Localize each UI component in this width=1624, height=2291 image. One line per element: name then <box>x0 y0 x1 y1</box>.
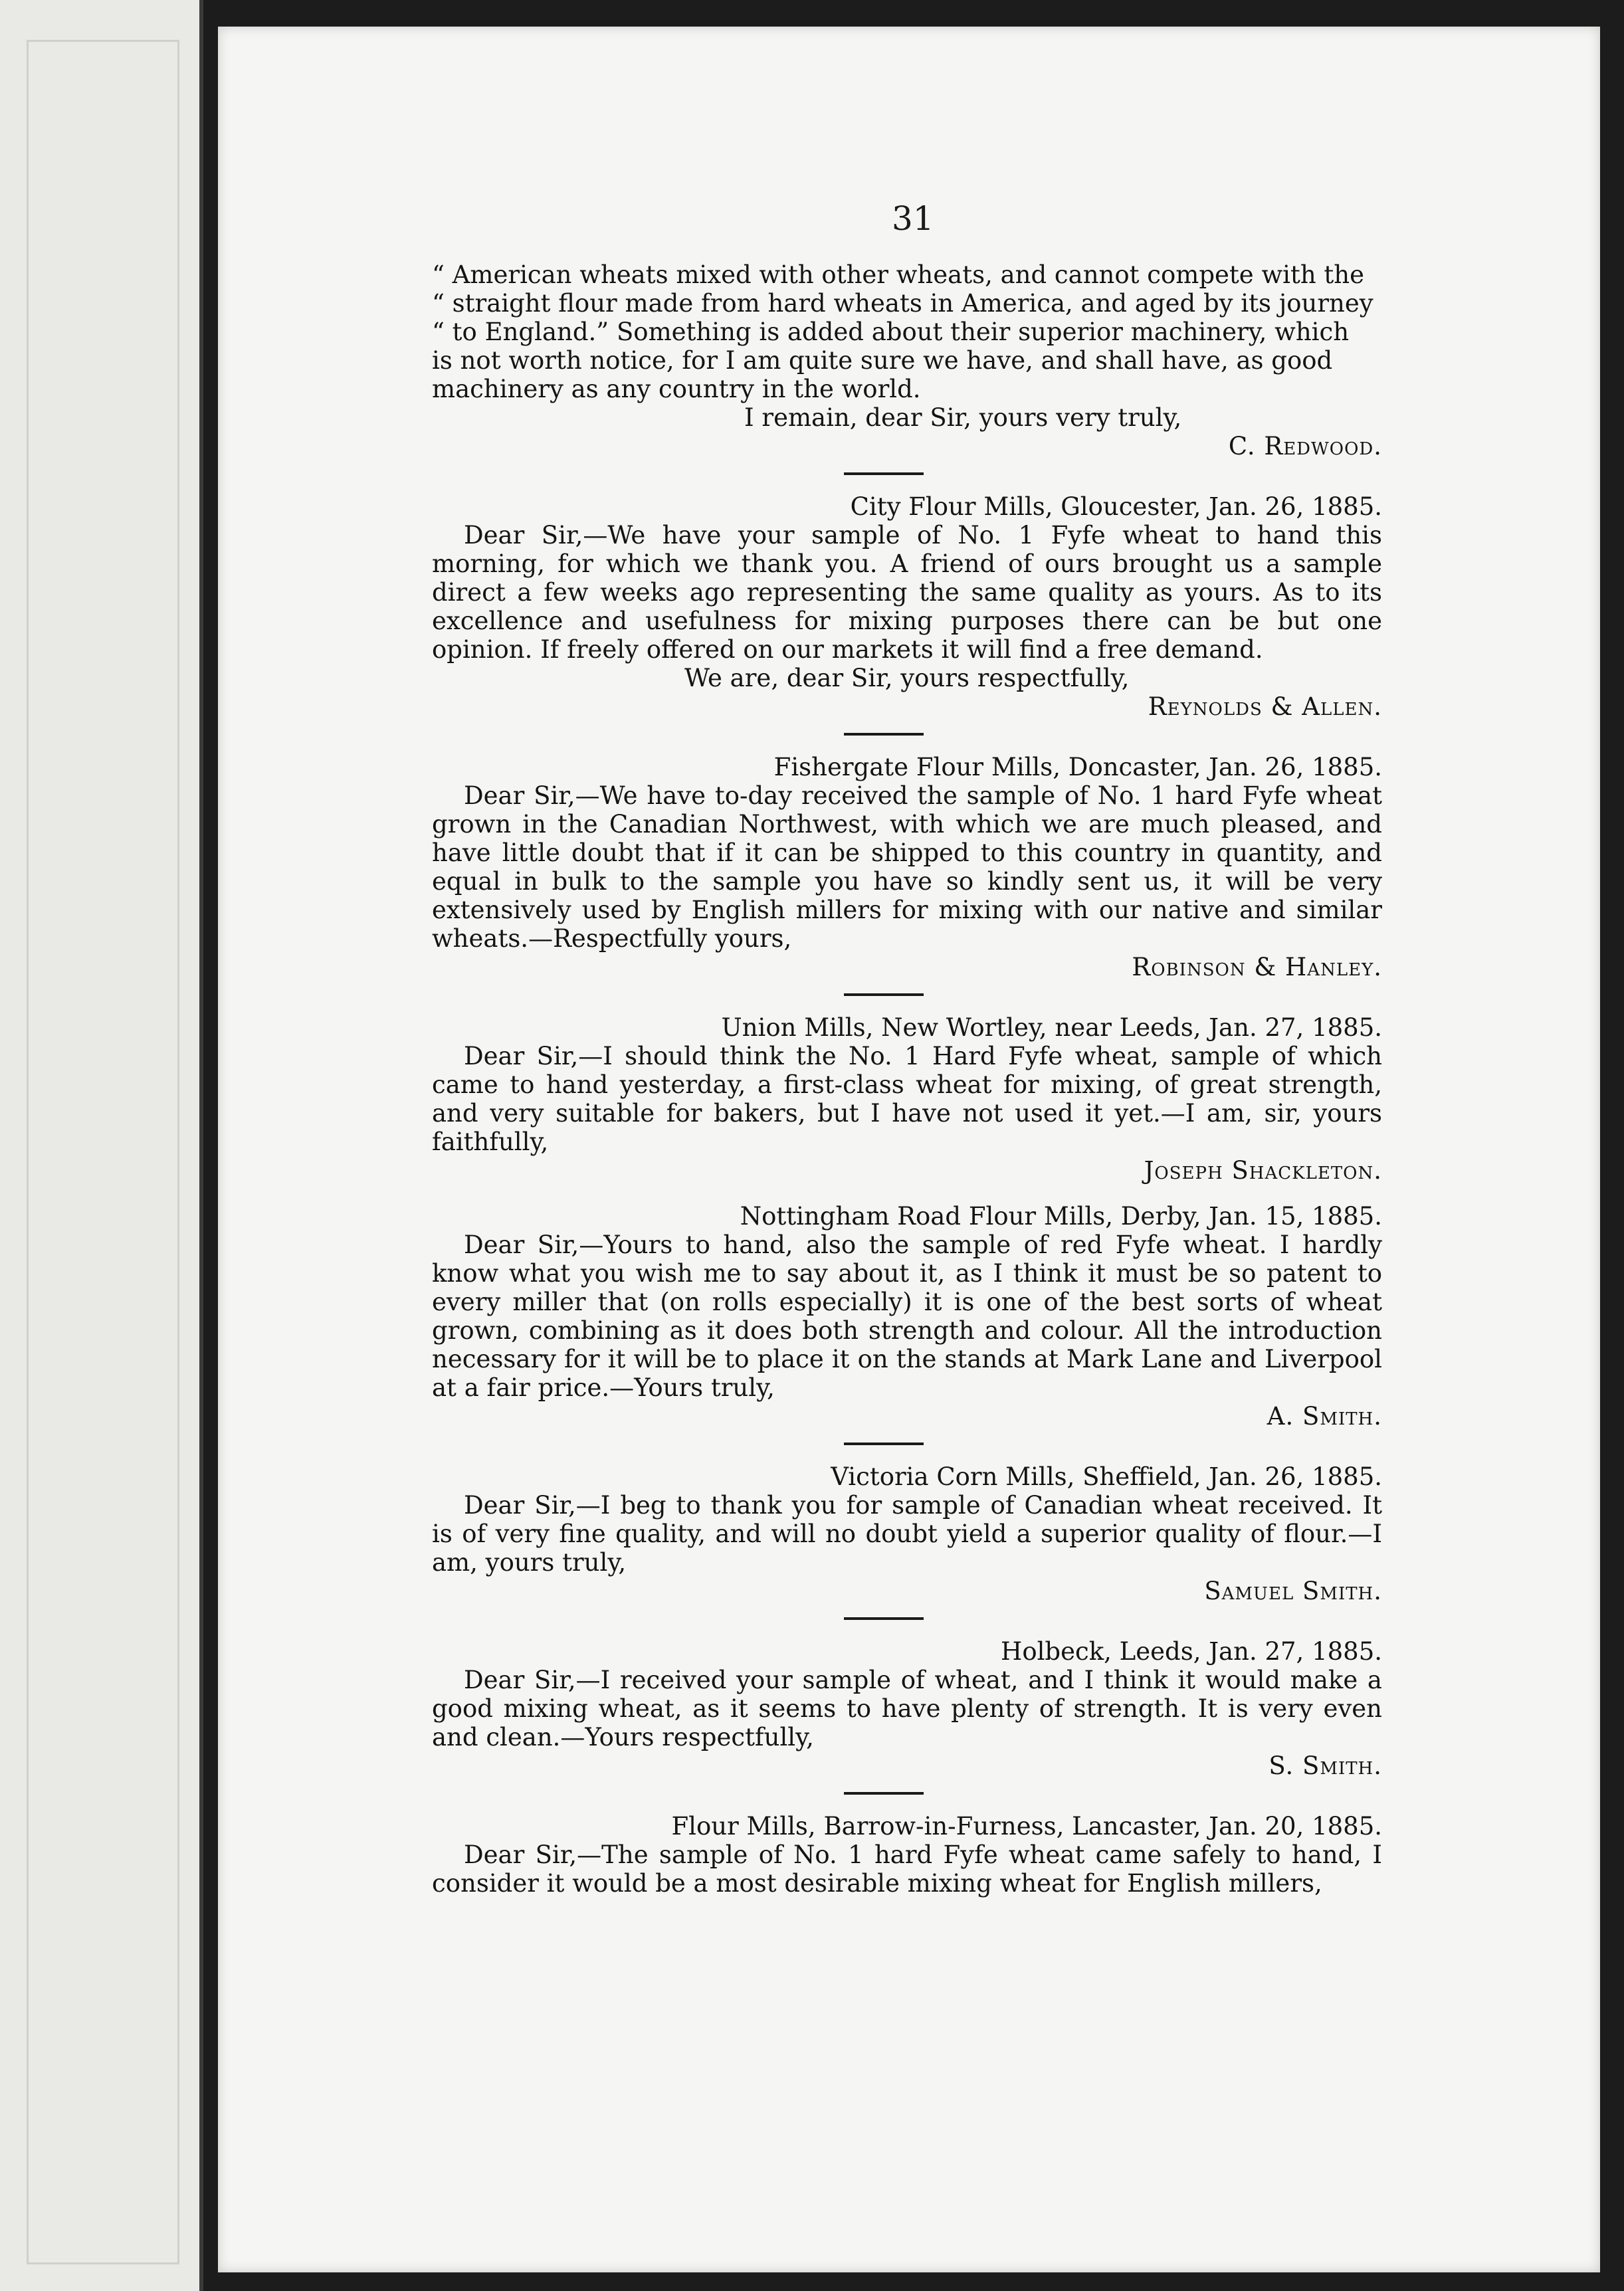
letter-heading: Holbeck, Leeds, Jan. 27, 1885. <box>1001 1637 1382 1666</box>
letter-signature: S. Smith. <box>1269 1751 1382 1780</box>
separator-rule <box>844 1617 924 1620</box>
letter-line: machinery as any country in the world. <box>432 375 921 403</box>
letter-signature: Joseph Shackleton. <box>1144 1156 1382 1185</box>
separator-rule <box>844 1443 924 1445</box>
letter-line: “ American wheats mixed with other wheats, and cannot compete with the <box>432 260 1365 289</box>
letter-body: Dear Sir,—I received your sample of wheat, and I think it would make a good mixing wheat, as it seems to have plenty of strength. It is very even and clean.—Yours respectfully, <box>432 1666 1382 1751</box>
letter-line: “ straight flour made from hard wheats in America, and aged by its journey <box>432 289 1373 318</box>
letter-line: is not worth notice, for I am quite sure we have, and shall have, as good <box>432 346 1333 375</box>
letter-derby <box>432 1202 1382 1431</box>
letter-doncaster <box>432 753 1382 981</box>
letter-closing: We are, dear Sir, yours respectfully, <box>684 664 1130 692</box>
letter-body: Dear Sir,—The sample of No. 1 hard Fyfe wheat came safely to hand, I consider it would be a most desirable mixing wheat for English millers, <box>432 1841 1382 1898</box>
letter-heading: Fishergate Flour Mills, Doncaster, Jan. 26, 1885. <box>773 753 1382 781</box>
letter-heading: Victoria Corn Mills, Sheffield, Jan. 26, 1885. <box>831 1462 1382 1491</box>
letter-holbeck <box>432 1637 1382 1780</box>
page-number: 31 <box>892 199 934 238</box>
letter-body: Dear Sir,—I should think the No. 1 Hard Fyfe wheat, sample of which came to hand yesterday, a first-class wheat for mixing, of great strength, and very suitable for bakers, but I have not used it yet.—I am, sir, yours faithfully, <box>432 1042 1382 1156</box>
separator-rule <box>844 733 924 736</box>
letter-signature: C. Redwood. <box>1228 432 1382 460</box>
letter-body: Dear Sir,—We have your sample of No. 1 Fyfe wheat to hand this morning, for which we thank you. A friend of ours brought us a sample direct a few weeks ago representing the same quality as yours. As to its excellence and usefulness for mixing purposes there can be but one opinion. If freely offered on our markets it will find a free demand. <box>432 521 1382 664</box>
separator-rule <box>844 993 924 996</box>
previous-page-edge <box>0 0 203 2291</box>
letter-body: Dear Sir,—I beg to thank you for sample of Canadian wheat received. It is of very fine quality, and will no doubt yield a superior quality of flour.—I am, yours truly, <box>432 1491 1382 1577</box>
separator-rule <box>844 472 924 475</box>
letter-body: Dear Sir,—We have to-day received the sample of No. 1 hard Fyfe wheat grown in the Canadian Northwest, with which we are much pleased, and have little doubt that if it can be shipped to this country in quantity, and equal in bulk to the sample you have so kindly sent us, it will be very extensively used by English millers for mixing with our native and similar wheats.—Respectfully yours, <box>432 781 1382 953</box>
letter-barrow <box>432 1812 1382 1898</box>
letter-sheffield <box>432 1462 1382 1605</box>
letter-body: Dear Sir,—Yours to hand, also the sample of red Fyfe wheat. I hardly know what you wish me to say about it, as I think it must be so patent to every miller that (on rolls especially) it is one of the best sorts of wheat grown, combining as it does both strength and colour. All the introduction necessary for it will be to place it on the stands at Mark Lane and Liverpool at a fair price.—Yours truly, <box>432 1231 1382 1402</box>
letter-leeds-wortley <box>432 1013 1382 1185</box>
letter-signature: A. Smith. <box>1267 1402 1382 1431</box>
page-text <box>432 260 1382 1898</box>
separator-rule <box>844 1792 924 1795</box>
letter-heading: Nottingham Road Flour Mills, Derby, Jan. 15, 1885. <box>740 1202 1382 1231</box>
letter-signature: Robinson & Hanley. <box>1132 953 1382 981</box>
letter-gloucester <box>432 492 1382 721</box>
letter-heading: City Flour Mills, Gloucester, Jan. 26, 1885. <box>850 492 1382 521</box>
letter-signature: Samuel Smith. <box>1204 1577 1382 1605</box>
redwood-letter-continuation <box>432 260 1382 460</box>
letter-heading: Flour Mills, Barrow-in-Furness, Lancaster, Jan. 20, 1885. <box>671 1812 1382 1841</box>
previous-page-border <box>27 40 179 2264</box>
letter-signature: Reynolds & Allen. <box>1148 692 1382 721</box>
letter-line: “ to England.” Something is added about their superior machinery, which <box>432 318 1350 346</box>
letter-heading: Union Mills, New Wortley, near Leeds, Jan. 27, 1885. <box>721 1013 1382 1042</box>
letter-closing: I remain, dear Sir, yours very truly, <box>744 403 1182 432</box>
